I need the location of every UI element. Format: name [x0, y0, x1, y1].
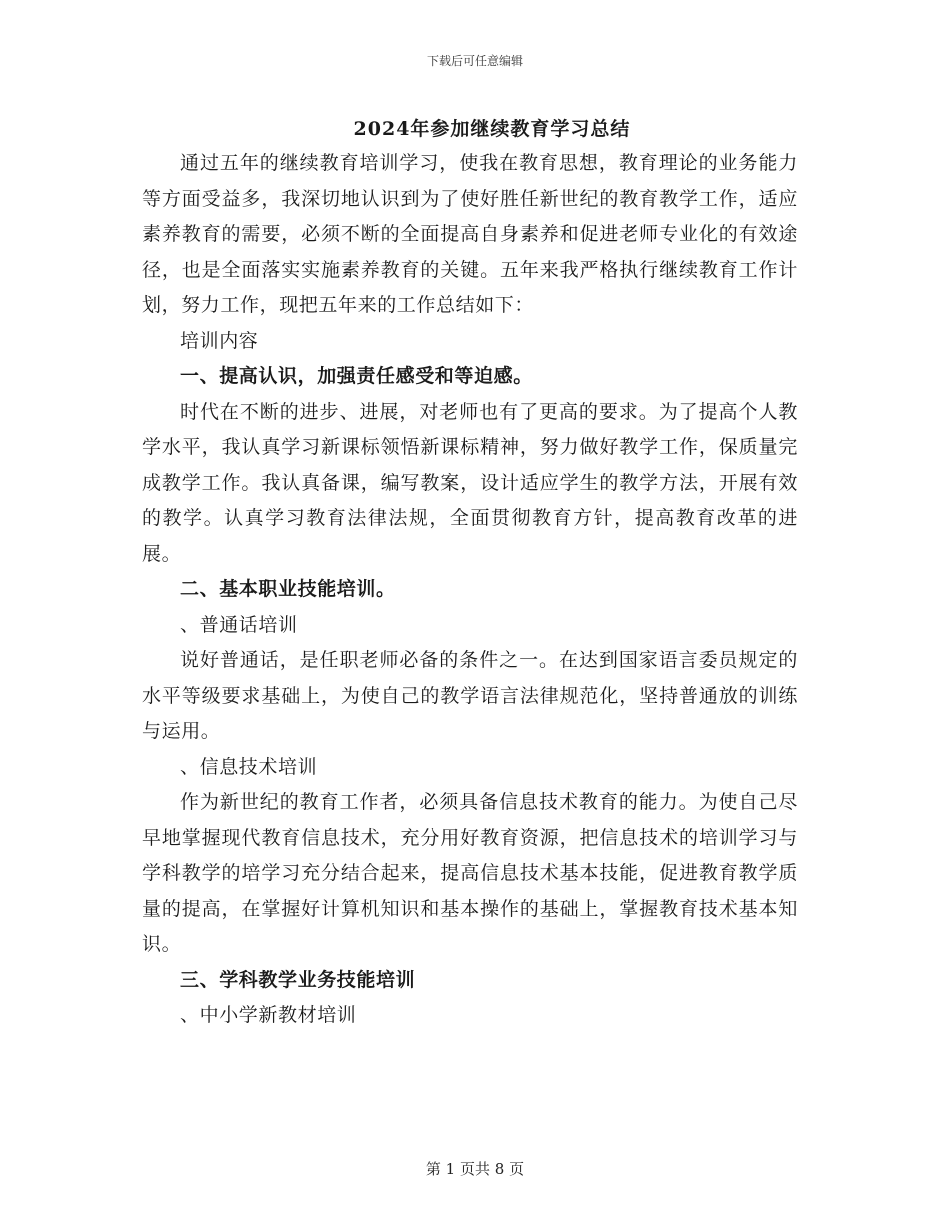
heading-2: 二、基本职业技能培训。 — [180, 578, 396, 600]
paragraph-2: 说好普通话，是任职老师必备的条件之一。在达到国家语言委员规定的水平等级要求基础上，为使自己的教学语言法律规范化，坚持普通放的训练与运用。 — [142, 649, 798, 742]
header-note: 下载后可任意编辑 — [426, 54, 523, 68]
intro-paragraph: 通过五年的继续教育培训学习，使我在教育思想，教育理论的业务能力等方面受益多，我深切地认识到为了使好胜任新世纪的教育教学工作，适应素养教育的需要，必须不断的全面提高自身素养和促进老师专业化的有效途径，也是全面落实实施素养教育的关键。五年来我严格执行继续教育工作计划，努力工作，现把五年来的工作总结如下： — [142, 152, 798, 316]
section-label: 培训内容 — [180, 329, 259, 352]
document-title: 2024年参加继续教育学习总结 — [353, 118, 631, 140]
paragraph-1: 时代在不断的进步、进展，对老师也有了更高的要求。为了提高个人教学水平，我认真学习新课标领悟新课标精神，努力做好教学工作，保质量完成教学工作。我认真备课，编写教案，设计适应学生的教学方法，开展有效的教学。认真学习教育法律法规，全面贯彻教育方针，提高教育改革的进展。 — [142, 400, 798, 565]
subheading-textbook: 、中小学新教材培训 — [180, 1004, 357, 1026]
document-body — [142, 146, 798, 1034]
heading-1: 一、提高认识，加强责任感受和等迫感。 — [180, 365, 533, 387]
page-footer: 第 1 页共 8 页 — [425, 1160, 525, 1178]
subheading-putonghua: 、普通话培训 — [180, 613, 298, 636]
heading-3: 三、学科教学业务技能培训 — [180, 968, 416, 991]
subheading-it: 、信息技术培训 — [180, 755, 318, 778]
paragraph-3: 作为新世纪的教育工作者，必须具备信息技术教育的能力。为使自己尽早地掌握现代教育信息技术，充分用好教育资源，把信息技术的培训学习与学科教学的培学习充分结合起来，提高信息技术基本技能，促进教育教学质量的提高，在掌握好计算机知识和基本操作的基础上，掌握教育技术基本知识。 — [142, 791, 798, 955]
